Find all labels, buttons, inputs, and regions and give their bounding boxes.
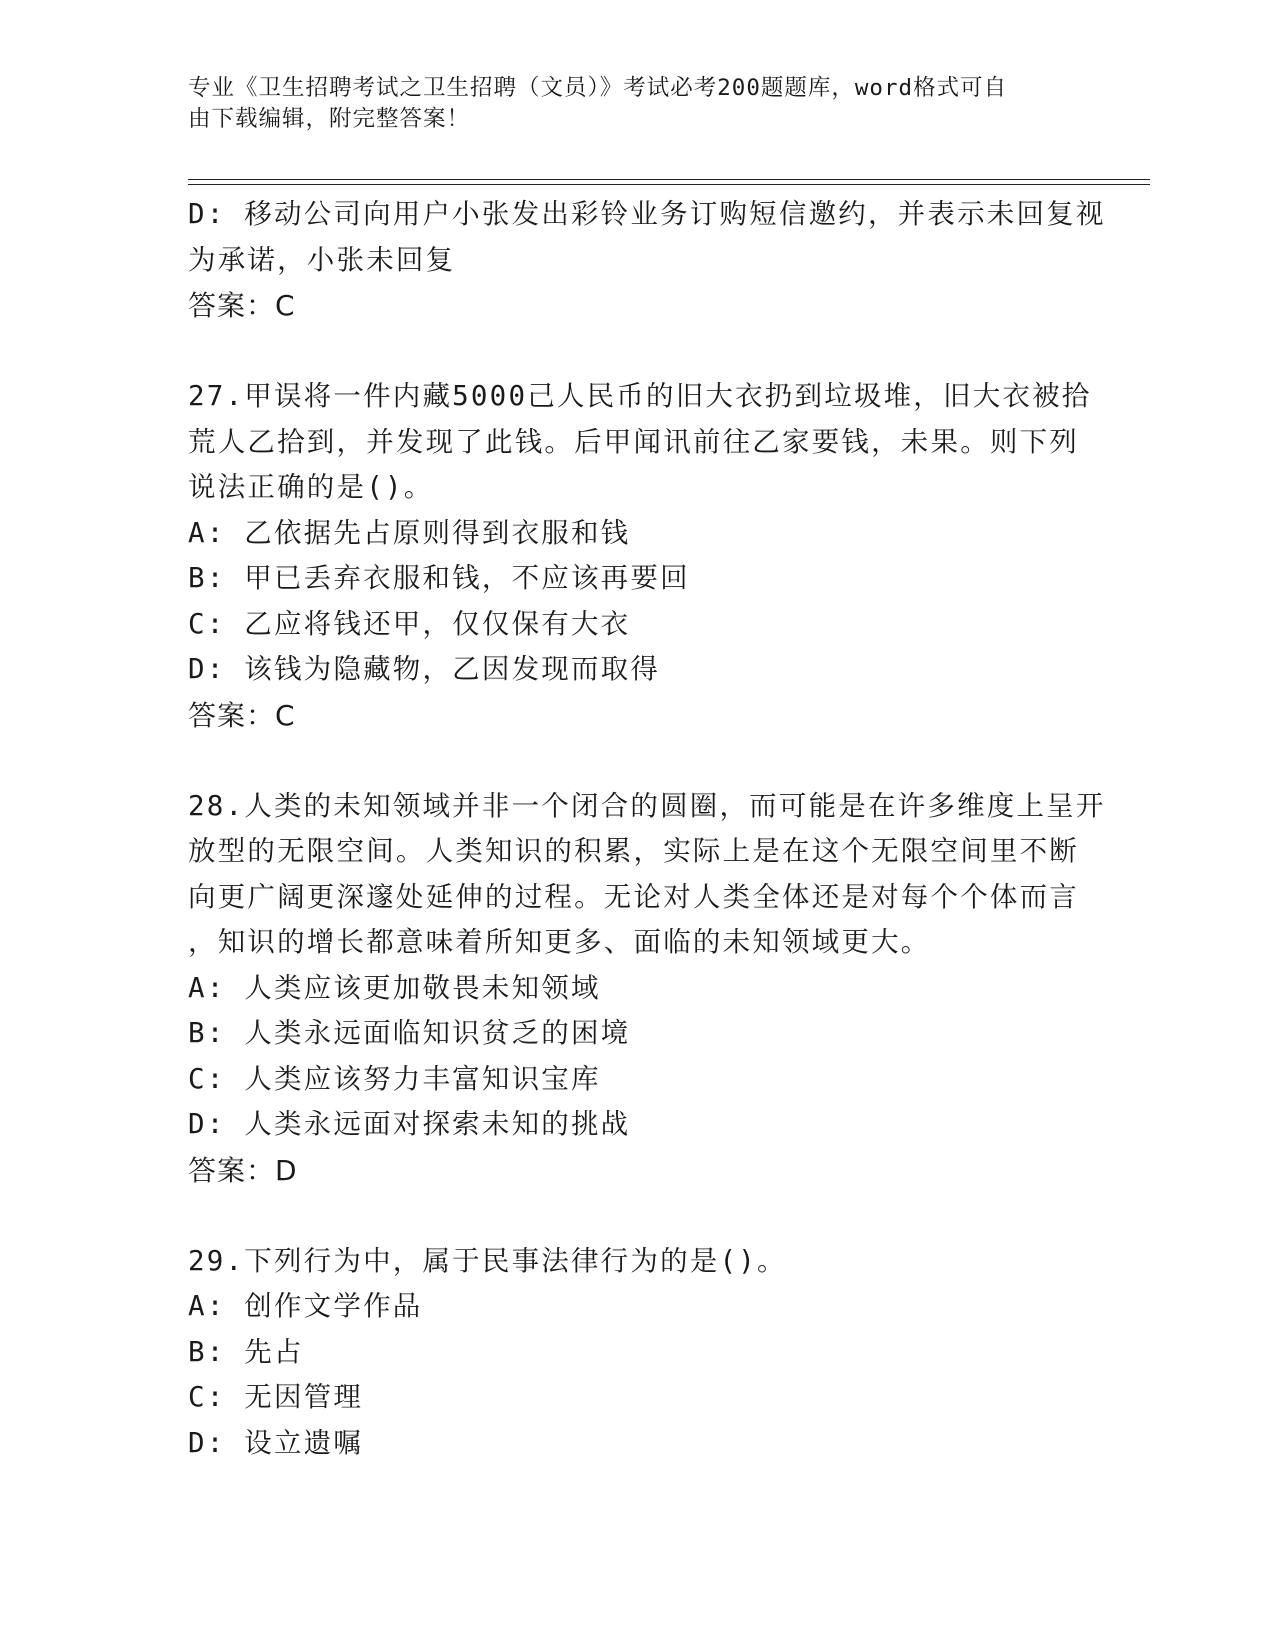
- header-divider-bottom: [188, 184, 1150, 185]
- question-26: [188, 192, 1106, 329]
- question-stem: 27.甲误将一件内藏5000己人民币的旧大衣扔到垃圾堆，旧大衣被拾: [188, 380, 1092, 412]
- question-stem: 荒人乙拾到，并发现了此钱。后甲闻讯前往乙家要钱，未果。则下列: [188, 425, 1079, 458]
- question-stem: 放型的无限空间。人类知识的积累，实际上是在这个无限空间里不断: [188, 835, 1079, 867]
- spacer: [188, 329, 1088, 375]
- question-27: [188, 374, 1092, 738]
- option-b: B: 先占: [188, 1335, 304, 1368]
- question-list: [188, 192, 1106, 1466]
- question-stem: 说法正确的是()。: [188, 471, 434, 503]
- option-a: A: 创作文学作品: [188, 1290, 423, 1322]
- option-a: A: 乙依据先占原则得到衣服和钱: [188, 516, 631, 549]
- question-stem: 29.下列行为中，属于民事法律行为的是()。: [188, 1244, 787, 1277]
- answer: 答案：D: [188, 1153, 298, 1187]
- option-d: D: 人类永远面对探索未知的挑战: [188, 1108, 631, 1140]
- answer: 答案：C: [188, 698, 296, 732]
- question-stem: 28.人类的未知领域并非一个闭合的圆圈，而可能是在许多维度上呈开: [188, 789, 1106, 822]
- header-line-1: 专业《卫生招聘考试之卫生招聘（文员）》考试必考200题题库，word格式可自: [188, 75, 1008, 101]
- option-a: A: 人类应该更加敬畏未知领域: [188, 971, 601, 1004]
- option-d: D: 移动公司向用户小张发出彩铃业务订购短信邀约，并表示未回复视: [188, 198, 1106, 230]
- option-d: D: 设立遗嘱: [188, 1426, 364, 1459]
- header-divider-top: [188, 179, 1150, 180]
- option-d-continuation: 为承诺，小张未回复: [188, 243, 456, 276]
- answer: 答案：C: [188, 289, 296, 322]
- question-29: [188, 1239, 1088, 1467]
- option-b: B: 甲已丢弃衣服和钱，不应该再要回: [188, 562, 690, 594]
- spacer: [188, 738, 1088, 784]
- option-c: C: 乙应将钱还甲，仅仅保有大衣: [188, 607, 631, 640]
- header-line-2: 由下载编辑，附完整答案！: [188, 106, 471, 132]
- question-28: [188, 784, 1106, 1194]
- option-d: D: 该钱为隐藏物，乙因发现而取得: [188, 653, 661, 685]
- document-header: [188, 73, 1078, 135]
- option-c: C: 无因管理: [188, 1381, 364, 1413]
- option-c: C: 人类应该努力丰富知识宝库: [188, 1062, 601, 1095]
- option-b: B: 人类永远面临知识贫乏的困境: [188, 1017, 631, 1049]
- spacer: [188, 1193, 1088, 1239]
- question-stem: 向更广阔更深邃处延伸的过程。无论对人类全体还是对每个个体而言: [188, 880, 1079, 913]
- question-stem: ，知识的增长都意味着所知更多、面临的未知领域更大。: [188, 926, 931, 958]
